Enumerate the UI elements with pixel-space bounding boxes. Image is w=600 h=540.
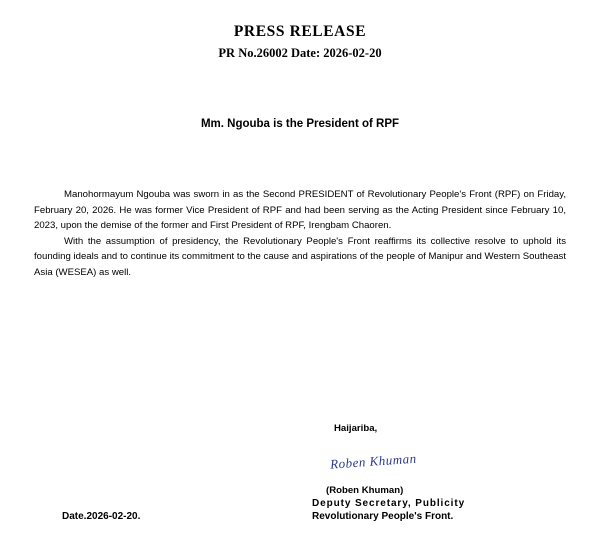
document-header: [34, 23, 566, 61]
paragraph-1: Manohormayum Ngouba was sworn in as the Second PRESIDENT of Revolutionary People's Front (RPF) on Friday, February 20, 2026. He was former Vice President of RPF and had been serving as the Acting President since February 10, 2023, upon the demise of the former and First President of RPF, Irengbam Chaoren.: [34, 189, 566, 232]
organization-name: Revolutionary People's Front.: [312, 511, 454, 522]
signer-name: (Roben Khuman): [326, 485, 404, 496]
salutation: Haijariba,: [334, 423, 378, 434]
footer-date: Date.2026-02-20.: [62, 511, 141, 522]
reference-line: PR No.26002 Date: 2026-02-20: [218, 46, 382, 60]
body-content: [34, 187, 566, 280]
headline: Mm. Ngouba is the President of RPF: [200, 118, 400, 130]
handwritten-signature: Roben Khuman: [329, 450, 418, 472]
signer-role: Deputy Secretary, Publicity: [312, 498, 466, 509]
signature-block: [312, 423, 522, 522]
paragraph-2: With the assumption of presidency, the Revolutionary People's Front reaffirms its collective resolve to uphold its founding ideals and to continue its commitment to the cause and aspirations of the people of Manipur and Western Southeast Asia (WESEA) as well.: [34, 235, 566, 278]
page-title: PRESS RELEASE: [233, 23, 367, 40]
